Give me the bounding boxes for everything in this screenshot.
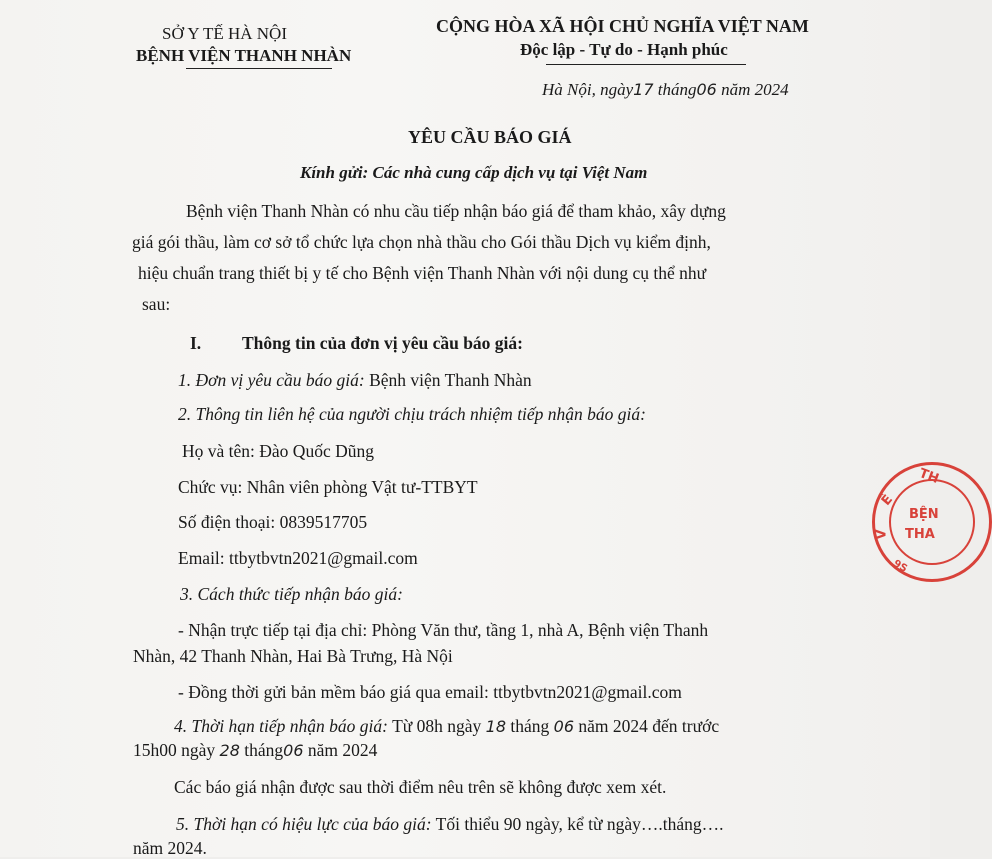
item-3-label: 3. Cách thức tiếp nhận báo giá: xyxy=(180,584,403,604)
item-4-text-b: tháng xyxy=(510,716,550,736)
item-4-label: 4. Thời hạn tiếp nhận báo giá: xyxy=(174,716,388,736)
date-prefix: Hà Nội, ngày xyxy=(542,80,634,99)
item-3-direct-line-2: Nhàn, 42 Thanh Nhàn, Hai Bà Trưng, Hà Nội xyxy=(133,646,453,666)
contact-phone-label: Số điện thoại: xyxy=(178,512,276,532)
item-4-text-f: năm 2024 xyxy=(307,740,378,760)
late-note: Các báo giá nhận được sau thời điểm nêu trên sẽ không được xem xét. xyxy=(174,777,667,797)
nation-underline xyxy=(546,64,746,65)
item-3-direct-line-1: - Nhận trực tiếp tại địa chỉ: Phòng Văn thư, tầng 1, nhà A, Bệnh viện Thanh xyxy=(178,620,709,640)
org-underline xyxy=(186,68,332,69)
org-line-1: SỞ Y TẾ HÀ NỘI xyxy=(162,24,287,43)
item-4-line-2 xyxy=(133,740,377,761)
contact-email-label: Email: xyxy=(178,548,225,568)
nation-line-1: CỘNG HÒA XÃ HỘI CHỦ NGHĨA VIỆT NAM xyxy=(436,16,809,36)
item-1-label: 1. Đơn vị yêu cầu báo giá: xyxy=(178,370,365,390)
item-4-end-month: 06 xyxy=(283,741,304,760)
salutation: Kính gửi: Các nhà cung cấp dịch vụ tại Việt Nam xyxy=(300,163,648,182)
section-1-title: Thông tin của đơn vị yêu cầu báo giá: xyxy=(242,333,523,353)
item-4-text-d: 15h00 ngày xyxy=(133,740,216,760)
seal-text-2: BỆN xyxy=(909,507,939,522)
seal-inner-ring xyxy=(889,479,975,565)
item-4-text-e: tháng xyxy=(244,740,284,760)
seal-text-5: V xyxy=(874,529,890,540)
date-day: 17 xyxy=(633,80,654,99)
item-1 xyxy=(178,370,532,391)
date-month-label: tháng xyxy=(657,80,697,99)
item-2-label: 2. Thông tin liên hệ của người chịu trách nhiệm tiếp nhận báo giá: xyxy=(178,404,646,424)
seal-text-1: TH xyxy=(917,466,941,487)
item-5-label: 5. Thời hạn có hiệu lực của báo giá: xyxy=(176,814,432,834)
item-4-text-c: năm 2024 đến trước xyxy=(578,716,720,736)
item-4-end-day: 28 xyxy=(219,741,240,760)
seal-text-6: 9S xyxy=(891,558,909,575)
nation-line-2: Độc lập - Tự do - Hạnh phúc xyxy=(520,40,728,59)
item-4-start-month: 06 xyxy=(553,717,574,736)
contact-name: Đào Quốc Dũng xyxy=(259,441,374,461)
contact-email-row xyxy=(178,548,418,569)
org-line-2: BỆNH VIỆN THANH NHÀN xyxy=(136,46,352,65)
intro-line-3: hiệu chuẩn trang thiết bị y tế cho Bệnh viện Thanh Nhàn với nội dung cụ thể như xyxy=(138,263,707,283)
item-4-text-a: Từ 08h ngày xyxy=(392,716,482,736)
date-month: 06 xyxy=(696,80,717,99)
section-1-number: I. xyxy=(190,333,202,353)
item-4-line-1 xyxy=(174,716,719,737)
hospital-seal xyxy=(872,462,992,582)
seal-text-3: THA xyxy=(905,527,935,542)
item-4-start-day: 18 xyxy=(485,717,506,736)
item-3-email-line: - Đồng thời gửi bản mềm báo giá qua email: ttbytbvtn2021@gmail.com xyxy=(178,682,682,702)
contact-position-row xyxy=(178,477,478,498)
item-5-line-2: năm 2024. xyxy=(133,838,207,858)
contact-email: ttbytbvtn2021@gmail.com xyxy=(229,548,418,568)
item-5-line-1 xyxy=(176,814,723,835)
item-5-text-1: Tối thiểu 90 ngày, kể từ ngày….tháng…. xyxy=(435,814,724,834)
contact-phone: 0839517705 xyxy=(279,512,368,532)
date-year: năm 2024 xyxy=(721,80,789,99)
document-title: YÊU CẦU BÁO GIÁ xyxy=(408,127,572,147)
item-1-value: Bệnh viện Thanh Nhàn xyxy=(369,370,532,390)
contact-position: Nhân viên phòng Vật tư-TTBYT xyxy=(246,477,478,497)
document-date xyxy=(542,80,789,100)
intro-line-4: sau: xyxy=(142,294,171,314)
seal-text-4: Ế xyxy=(878,492,897,509)
contact-position-label: Chức vụ: xyxy=(178,477,243,497)
contact-name-label: Họ và tên: xyxy=(182,441,255,461)
intro-line-2: giá gói thầu, làm cơ sở tổ chức lựa chọn nhà thầu cho Gói thầu Dịch vụ kiểm định, xyxy=(132,232,711,252)
intro-line-1: Bệnh viện Thanh Nhàn có nhu cầu tiếp nhận báo giá để tham khảo, xây dựng xyxy=(186,201,726,221)
contact-phone-row xyxy=(178,512,367,533)
contact-name-row xyxy=(182,441,374,462)
